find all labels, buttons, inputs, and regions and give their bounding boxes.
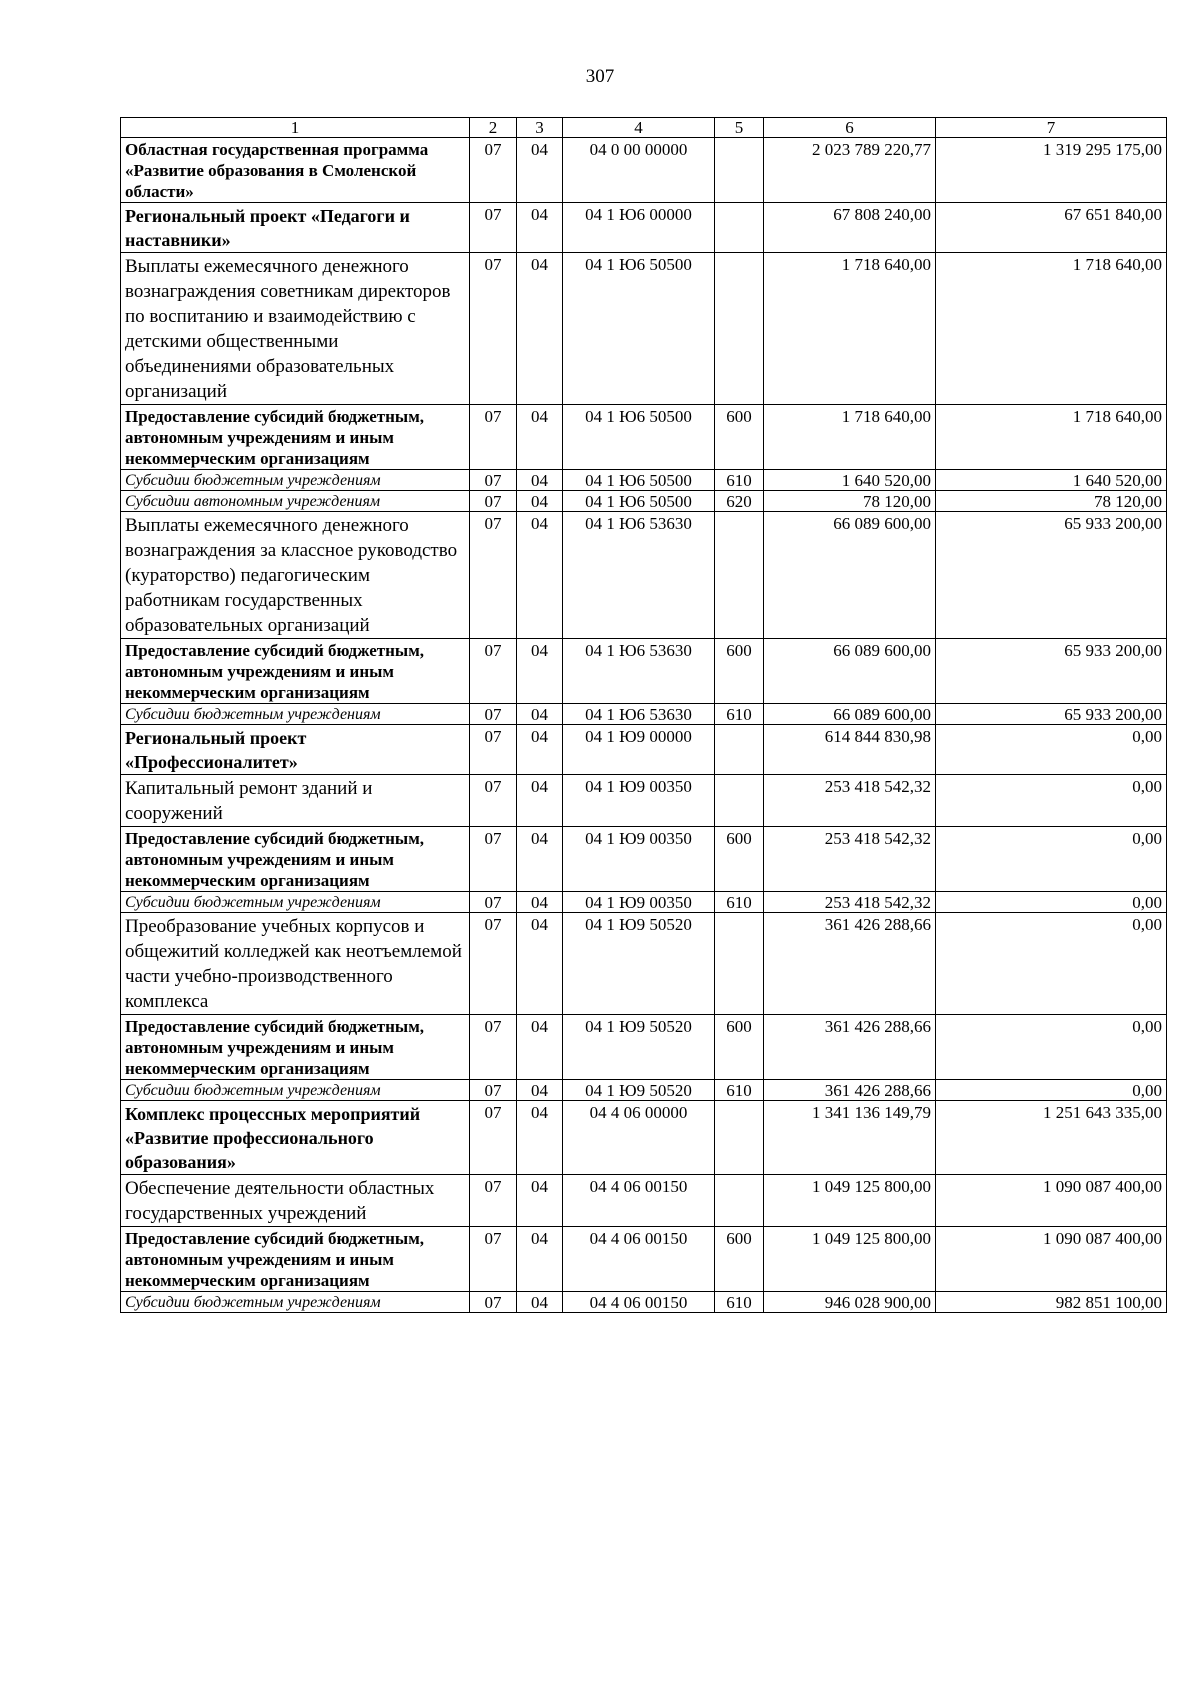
section-code-cell: 07 <box>470 1080 517 1101</box>
amount-year-2-cell: 65 933 200,00 <box>936 704 1167 725</box>
amount-year-1-cell: 1 049 125 800,00 <box>764 1175 936 1227</box>
amount-year-1-cell: 66 089 600,00 <box>764 512 936 639</box>
expense-type-cell <box>715 1101 764 1175</box>
table-row <box>121 138 1167 203</box>
row-name-cell: Выплаты ежемесячного денежного вознаграждения советникам директоров по воспитанию и взаимодействию с детскими общественными объединениями образовательных организаций <box>121 253 470 405</box>
subsection-code-cell: 04 <box>517 775 563 827</box>
section-code-cell: 07 <box>470 470 517 491</box>
row-name-cell: Областная государственная программа «Развитие образования в Смоленской области» <box>121 138 470 203</box>
target-article-cell: 04 1 Ю9 50520 <box>563 1080 715 1101</box>
subsection-code-cell: 04 <box>517 512 563 639</box>
table-row <box>121 203 1167 253</box>
amount-year-1-cell: 361 426 288,66 <box>764 1015 936 1080</box>
column-number-row <box>121 118 1167 138</box>
page-number: 307 <box>585 66 615 87</box>
target-article-cell: 04 4 06 00150 <box>563 1175 715 1227</box>
target-article-cell: 04 1 Ю9 50520 <box>563 1015 715 1080</box>
amount-year-2-cell: 67 651 840,00 <box>936 203 1167 253</box>
section-code-cell: 07 <box>470 1101 517 1175</box>
amount-year-2-cell: 65 933 200,00 <box>936 639 1167 704</box>
amount-year-1-cell: 253 418 542,32 <box>764 775 936 827</box>
section-code-cell: 07 <box>470 704 517 725</box>
target-article-cell: 04 1 Ю9 00350 <box>563 892 715 913</box>
subsection-code-cell: 04 <box>517 725 563 775</box>
expense-type-cell <box>715 1175 764 1227</box>
amount-year-2-cell: 1 640 520,00 <box>936 470 1167 491</box>
amount-year-1-cell: 1 718 640,00 <box>764 405 936 470</box>
subsection-code-cell: 04 <box>517 1015 563 1080</box>
column-header: 7 <box>936 118 1167 138</box>
amount-year-2-cell: 0,00 <box>936 913 1167 1015</box>
expense-type-cell <box>715 512 764 639</box>
expense-type-cell: 600 <box>715 1015 764 1080</box>
row-name-cell: Выплаты ежемесячного денежного вознаграждения за классное руководство (кураторство) педагогическим работникам государственных образовательных организаций <box>121 512 470 639</box>
target-article-cell: 04 1 Ю6 53630 <box>563 639 715 704</box>
expense-type-cell: 600 <box>715 639 764 704</box>
row-name-cell: Региональный проект «Профессионалитет» <box>121 725 470 775</box>
subsection-code-cell: 04 <box>517 1227 563 1292</box>
amount-year-1-cell: 78 120,00 <box>764 491 936 512</box>
section-code-cell: 07 <box>470 138 517 203</box>
expense-type-cell: 610 <box>715 1080 764 1101</box>
budget-table <box>120 117 1167 1313</box>
subsection-code-cell: 04 <box>517 892 563 913</box>
subsection-code-cell: 04 <box>517 913 563 1015</box>
amount-year-2-cell: 0,00 <box>936 775 1167 827</box>
table-row <box>121 1175 1167 1227</box>
section-code-cell: 07 <box>470 1175 517 1227</box>
row-name-cell: Предоставление субсидий бюджетным, автономным учреждениям и иным некоммерческим организациям <box>121 827 470 892</box>
row-name-cell: Субсидии бюджетным учреждениям <box>121 892 470 913</box>
table-row <box>121 827 1167 892</box>
target-article-cell: 04 1 Ю6 53630 <box>563 704 715 725</box>
section-code-cell: 07 <box>470 639 517 704</box>
subsection-code-cell: 04 <box>517 405 563 470</box>
column-header: 6 <box>764 118 936 138</box>
amount-year-2-cell: 1 718 640,00 <box>936 253 1167 405</box>
target-article-cell: 04 4 06 00000 <box>563 1101 715 1175</box>
column-header: 1 <box>121 118 470 138</box>
section-code-cell: 07 <box>470 913 517 1015</box>
row-name-cell: Предоставление субсидий бюджетным, автономным учреждениям и иным некоммерческим организациям <box>121 405 470 470</box>
amount-year-1-cell: 67 808 240,00 <box>764 203 936 253</box>
target-article-cell: 04 1 Ю9 00350 <box>563 827 715 892</box>
amount-year-2-cell: 65 933 200,00 <box>936 512 1167 639</box>
amount-year-2-cell: 1 090 087 400,00 <box>936 1175 1167 1227</box>
row-name-cell: Региональный проект «Педагоги и наставники» <box>121 203 470 253</box>
row-name-cell: Обеспечение деятельности областных государственных учреждений <box>121 1175 470 1227</box>
subsection-code-cell: 04 <box>517 491 563 512</box>
table-row <box>121 470 1167 491</box>
row-name-cell: Преобразование учебных корпусов и общежитий колледжей как неотъемлемой части учебно-производственного комплекса <box>121 913 470 1015</box>
expense-type-cell: 610 <box>715 704 764 725</box>
row-name-cell: Субсидии бюджетным учреждениям <box>121 704 470 725</box>
column-header: 5 <box>715 118 764 138</box>
amount-year-2-cell: 0,00 <box>936 892 1167 913</box>
expense-type-cell: 610 <box>715 470 764 491</box>
section-code-cell: 07 <box>470 725 517 775</box>
expense-type-cell <box>715 913 764 1015</box>
amount-year-2-cell: 1 718 640,00 <box>936 405 1167 470</box>
section-code-cell: 07 <box>470 827 517 892</box>
target-article-cell: 04 1 Ю6 53630 <box>563 512 715 639</box>
amount-year-1-cell: 946 028 900,00 <box>764 1292 936 1313</box>
amount-year-1-cell: 1 640 520,00 <box>764 470 936 491</box>
subsection-code-cell: 04 <box>517 1080 563 1101</box>
expense-type-cell <box>715 203 764 253</box>
subsection-code-cell: 04 <box>517 470 563 491</box>
subsection-code-cell: 04 <box>517 1175 563 1227</box>
subsection-code-cell: 04 <box>517 203 563 253</box>
amount-year-1-cell: 361 426 288,66 <box>764 913 936 1015</box>
table-row <box>121 1080 1167 1101</box>
row-name-cell: Капитальный ремонт зданий и сооружений <box>121 775 470 827</box>
row-name-cell: Предоставление субсидий бюджетным, автономным учреждениям и иным некоммерческим организациям <box>121 639 470 704</box>
expense-type-cell: 610 <box>715 1292 764 1313</box>
expense-type-cell: 600 <box>715 1227 764 1292</box>
section-code-cell: 07 <box>470 512 517 639</box>
target-article-cell: 04 0 00 00000 <box>563 138 715 203</box>
row-name-cell: Комплекс процессных мероприятий «Развитие профессионального образования» <box>121 1101 470 1175</box>
table-row <box>121 704 1167 725</box>
amount-year-2-cell: 0,00 <box>936 725 1167 775</box>
table-row <box>121 1101 1167 1175</box>
amount-year-1-cell: 253 418 542,32 <box>764 827 936 892</box>
section-code-cell: 07 <box>470 1227 517 1292</box>
section-code-cell: 07 <box>470 203 517 253</box>
section-code-cell: 07 <box>470 1292 517 1313</box>
row-name-cell: Субсидии автономным учреждениям <box>121 491 470 512</box>
target-article-cell: 04 1 Ю9 00350 <box>563 775 715 827</box>
amount-year-1-cell: 2 023 789 220,77 <box>764 138 936 203</box>
expense-type-cell: 610 <box>715 892 764 913</box>
target-article-cell: 04 1 Ю6 50500 <box>563 253 715 405</box>
row-name-cell: Субсидии бюджетным учреждениям <box>121 1292 470 1313</box>
expense-type-cell <box>715 725 764 775</box>
amount-year-2-cell: 0,00 <box>936 1015 1167 1080</box>
row-name-cell: Субсидии бюджетным учреждениям <box>121 470 470 491</box>
table-row <box>121 725 1167 775</box>
expense-type-cell <box>715 138 764 203</box>
table-row <box>121 1015 1167 1080</box>
amount-year-2-cell: 0,00 <box>936 1080 1167 1101</box>
section-code-cell: 07 <box>470 491 517 512</box>
subsection-code-cell: 04 <box>517 1292 563 1313</box>
target-article-cell: 04 4 06 00150 <box>563 1227 715 1292</box>
amount-year-2-cell: 1 251 643 335,00 <box>936 1101 1167 1175</box>
row-name-cell: Предоставление субсидий бюджетным, автономным учреждениям и иным некоммерческим организациям <box>121 1015 470 1080</box>
amount-year-1-cell: 1 049 125 800,00 <box>764 1227 936 1292</box>
expense-type-cell: 620 <box>715 491 764 512</box>
expense-type-cell <box>715 253 764 405</box>
subsection-code-cell: 04 <box>517 704 563 725</box>
amount-year-1-cell: 66 089 600,00 <box>764 704 936 725</box>
subsection-code-cell: 04 <box>517 138 563 203</box>
subsection-code-cell: 04 <box>517 253 563 405</box>
table-row <box>121 775 1167 827</box>
target-article-cell: 04 1 Ю6 50500 <box>563 470 715 491</box>
amount-year-1-cell: 1 718 640,00 <box>764 253 936 405</box>
amount-year-2-cell: 1 319 295 175,00 <box>936 138 1167 203</box>
column-header: 4 <box>563 118 715 138</box>
table-row <box>121 512 1167 639</box>
amount-year-1-cell: 253 418 542,32 <box>764 892 936 913</box>
target-article-cell: 04 1 Ю9 00000 <box>563 725 715 775</box>
target-article-cell: 04 1 Ю6 50500 <box>563 405 715 470</box>
target-article-cell: 04 1 Ю6 00000 <box>563 203 715 253</box>
table-row <box>121 1227 1167 1292</box>
amount-year-1-cell: 614 844 830,98 <box>764 725 936 775</box>
amount-year-2-cell: 0,00 <box>936 827 1167 892</box>
amount-year-1-cell: 361 426 288,66 <box>764 1080 936 1101</box>
row-name-cell: Субсидии бюджетным учреждениям <box>121 1080 470 1101</box>
section-code-cell: 07 <box>470 892 517 913</box>
row-name-cell: Предоставление субсидий бюджетным, автономным учреждениям и иным некоммерческим организациям <box>121 1227 470 1292</box>
target-article-cell: 04 1 Ю9 50520 <box>563 913 715 1015</box>
target-article-cell: 04 4 06 00150 <box>563 1292 715 1313</box>
section-code-cell: 07 <box>470 1015 517 1080</box>
expense-type-cell: 600 <box>715 827 764 892</box>
amount-year-2-cell: 78 120,00 <box>936 491 1167 512</box>
section-code-cell: 07 <box>470 405 517 470</box>
amount-year-1-cell: 66 089 600,00 <box>764 639 936 704</box>
subsection-code-cell: 04 <box>517 1101 563 1175</box>
section-code-cell: 07 <box>470 253 517 405</box>
target-article-cell: 04 1 Ю6 50500 <box>563 491 715 512</box>
table-row <box>121 405 1167 470</box>
table-row <box>121 253 1167 405</box>
table-row <box>121 491 1167 512</box>
table-row <box>121 892 1167 913</box>
table-row <box>121 913 1167 1015</box>
column-header: 2 <box>470 118 517 138</box>
amount-year-2-cell: 1 090 087 400,00 <box>936 1227 1167 1292</box>
section-code-cell: 07 <box>470 775 517 827</box>
expense-type-cell <box>715 775 764 827</box>
subsection-code-cell: 04 <box>517 827 563 892</box>
subsection-code-cell: 04 <box>517 639 563 704</box>
amount-year-2-cell: 982 851 100,00 <box>936 1292 1167 1313</box>
table-row <box>121 639 1167 704</box>
table-row <box>121 1292 1167 1313</box>
column-header: 3 <box>517 118 563 138</box>
expense-type-cell: 600 <box>715 405 764 470</box>
amount-year-1-cell: 1 341 136 149,79 <box>764 1101 936 1175</box>
